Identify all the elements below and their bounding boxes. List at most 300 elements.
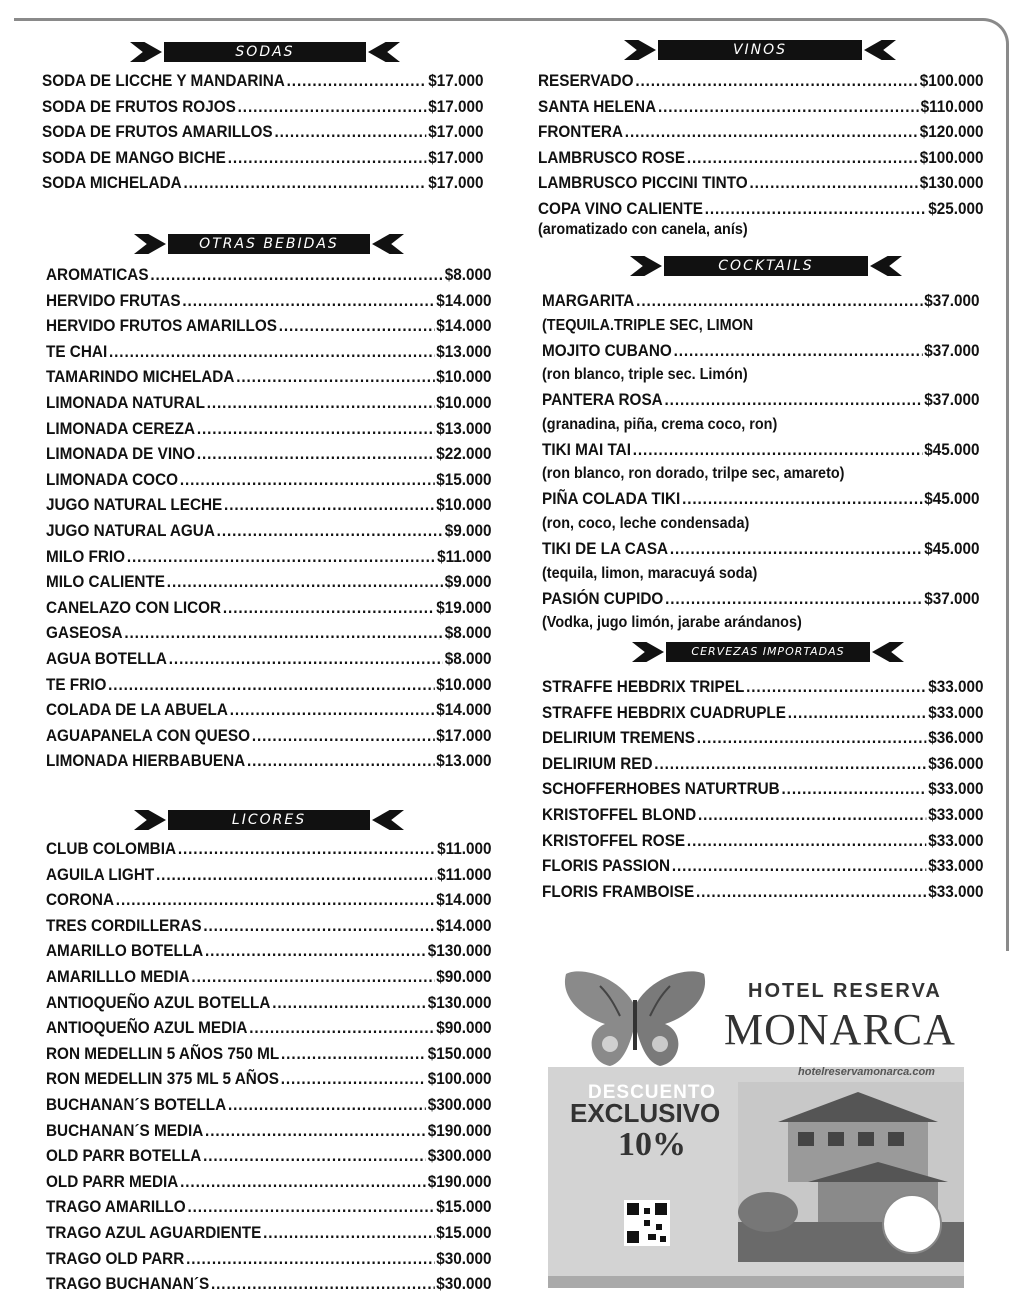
item-name: ANTIOQUEÑO AZUL MEDIA bbox=[46, 1018, 248, 1038]
item-price: $100.000 bbox=[919, 71, 984, 90]
menu-item bbox=[46, 1066, 492, 1092]
dot-leader bbox=[670, 536, 923, 562]
menu-item bbox=[46, 697, 492, 723]
item-name: SODA DE MANGO BICHE bbox=[42, 147, 226, 167]
menu-item bbox=[46, 836, 492, 862]
dot-leader bbox=[674, 338, 923, 364]
menu-item bbox=[542, 776, 984, 802]
dot-leader bbox=[287, 68, 427, 94]
dot-leader bbox=[782, 776, 927, 802]
item-price: $11.000 bbox=[437, 546, 492, 566]
item-price: $13.000 bbox=[436, 751, 492, 771]
item-name: PIÑA COLADA TIKI bbox=[542, 489, 681, 509]
dot-leader bbox=[252, 723, 435, 749]
ad-monarca: MONARCA bbox=[724, 1005, 956, 1054]
item-name: TRAGO OLD PARR bbox=[46, 1248, 185, 1268]
item-name: COLADA DE LA ABUELA bbox=[46, 700, 228, 720]
item-name: SODA DE LICCHE Y MANDARINA bbox=[42, 71, 285, 90]
dot-leader bbox=[187, 1194, 434, 1220]
dot-leader bbox=[698, 802, 927, 828]
menu-item bbox=[42, 145, 484, 171]
item-price: $45.000 bbox=[924, 439, 980, 459]
menu-item bbox=[46, 672, 492, 698]
qr-code-icon bbox=[624, 1200, 670, 1246]
item-name: AGUAPANELA CON QUESO bbox=[46, 725, 251, 745]
dot-leader bbox=[249, 1015, 434, 1041]
dot-leader bbox=[205, 1118, 426, 1144]
dot-leader bbox=[203, 913, 434, 939]
dot-leader bbox=[116, 887, 435, 913]
item-name: AGUILA LIGHT bbox=[46, 864, 155, 884]
dot-leader bbox=[150, 262, 443, 288]
item-price: $33.000 bbox=[928, 702, 984, 722]
dot-leader bbox=[672, 853, 927, 879]
ad-exclusivo: EXCLUSIVO bbox=[570, 1098, 721, 1128]
menu-item bbox=[542, 536, 980, 562]
item-name: LAMBRUSCO PICCINI TINTO bbox=[538, 173, 748, 193]
dot-leader bbox=[281, 1041, 426, 1067]
dot-leader bbox=[191, 964, 434, 990]
item-price: $37.000 bbox=[924, 291, 980, 310]
item-name: HERVIDO FRUTOS AMARILLOS bbox=[46, 316, 277, 336]
menu-item bbox=[542, 586, 980, 612]
dot-leader bbox=[247, 748, 434, 774]
dot-leader bbox=[108, 672, 434, 698]
cervezas-list bbox=[542, 674, 984, 904]
section-title: VINOS bbox=[658, 40, 862, 60]
item-name: SODA DE FRUTOS AMARILLOS bbox=[42, 122, 273, 142]
item-price: $8.000 bbox=[444, 265, 492, 284]
menu-item bbox=[46, 339, 492, 365]
otras-bebidas-list bbox=[46, 262, 492, 774]
menu-item bbox=[46, 441, 492, 467]
item-price: $14.000 bbox=[436, 316, 492, 336]
vinos-list bbox=[538, 68, 984, 222]
item-price: $14.000 bbox=[436, 290, 492, 310]
item-name: SANTA HELENA bbox=[538, 96, 657, 116]
item-name: TRAGO AZUL AGUARDIENTE bbox=[46, 1222, 262, 1242]
item-name: STRAFFE HEBDRIX CUADRUPLE bbox=[542, 702, 786, 722]
item-name: DELIRIUM RED bbox=[542, 753, 653, 773]
item-price: $130.000 bbox=[919, 173, 984, 193]
dot-leader bbox=[169, 646, 443, 672]
item-name: JUGO NATURAL LECHE bbox=[46, 495, 223, 515]
dot-leader bbox=[263, 1220, 434, 1246]
menu-item bbox=[46, 518, 492, 544]
dot-leader bbox=[279, 313, 435, 339]
item-price: $15.000 bbox=[436, 1197, 492, 1217]
arrow-left-icon bbox=[872, 642, 904, 662]
hotel-advertisement bbox=[548, 962, 964, 1288]
item-name: JUGO NATURAL AGUA bbox=[46, 520, 215, 540]
dot-leader bbox=[635, 68, 918, 94]
item-price: $190.000 bbox=[427, 1171, 492, 1191]
item-price: $11.000 bbox=[437, 839, 492, 858]
menu-item bbox=[46, 964, 492, 990]
item-name: BUCHANAN´S MEDIA bbox=[46, 1120, 204, 1140]
dot-leader bbox=[274, 119, 426, 145]
dot-leader bbox=[687, 145, 918, 171]
section-header-sodas bbox=[130, 42, 400, 62]
arrow-left-icon bbox=[372, 810, 404, 830]
menu-item bbox=[538, 94, 984, 120]
dot-leader bbox=[109, 339, 434, 365]
item-name: PANTERA ROSA bbox=[542, 390, 663, 410]
menu-item bbox=[46, 1041, 492, 1067]
item-price: $17.000 bbox=[428, 122, 484, 142]
menu-item bbox=[46, 1246, 492, 1272]
menu-item bbox=[542, 828, 984, 854]
menu-item bbox=[538, 119, 984, 145]
menu-item bbox=[542, 387, 980, 413]
arrow-right-icon bbox=[134, 234, 166, 254]
item-price: $10.000 bbox=[436, 674, 492, 694]
item-name: ANTIOQUEÑO AZUL BOTELLA bbox=[46, 992, 271, 1012]
item-price: $22.000 bbox=[436, 444, 492, 464]
item-price: $33.000 bbox=[928, 677, 984, 696]
arrow-right-icon bbox=[624, 40, 656, 60]
item-name: AGUA BOTELLA bbox=[46, 648, 167, 668]
dot-leader bbox=[636, 288, 922, 314]
item-price: $17.000 bbox=[428, 71, 484, 90]
item-name: TE FRIO bbox=[46, 674, 107, 694]
menu-item bbox=[46, 1194, 492, 1220]
item-price: $90.000 bbox=[436, 1018, 492, 1038]
menu-item bbox=[46, 646, 492, 672]
item-name: FLORIS FRAMBOISE bbox=[542, 881, 695, 901]
item-price: $150.000 bbox=[427, 1043, 492, 1063]
item-price: $130.000 bbox=[427, 941, 492, 961]
arrow-left-icon bbox=[864, 40, 896, 60]
dot-leader bbox=[697, 725, 927, 751]
dot-leader bbox=[186, 1246, 434, 1272]
item-price: $17.000 bbox=[428, 96, 484, 116]
item-name: BUCHANAN´S BOTELLA bbox=[46, 1094, 227, 1114]
item-name: SCHOFFERHOBES NATURTRUB bbox=[542, 779, 780, 799]
item-description: (tequila, limon, maracuyá soda) bbox=[542, 564, 758, 582]
dot-leader bbox=[127, 544, 435, 570]
monarca-seal-icon bbox=[882, 1194, 942, 1254]
menu-item bbox=[46, 748, 492, 774]
item-name: RON MEDELLIN 375 ML 5 AÑOS bbox=[46, 1069, 279, 1089]
section-header-otras-bebidas bbox=[134, 234, 404, 254]
item-name: SODA DE FRUTOS ROJOS bbox=[42, 96, 236, 116]
menu-item bbox=[46, 1015, 492, 1041]
menu-item bbox=[46, 1271, 492, 1297]
section-title: OTRAS BEBIDAS bbox=[168, 234, 370, 254]
dot-leader bbox=[197, 416, 435, 442]
menu-item bbox=[46, 620, 492, 646]
item-price: $37.000 bbox=[924, 390, 980, 410]
dot-leader bbox=[281, 1066, 426, 1092]
dot-leader bbox=[180, 1169, 426, 1195]
item-price: $33.000 bbox=[928, 881, 984, 901]
dot-leader bbox=[124, 620, 443, 646]
menu-item bbox=[542, 725, 984, 751]
item-name: TIKI DE LA CASA bbox=[542, 538, 669, 558]
item-description: (Vodka, jugo limón, jarabe arándanos) bbox=[542, 614, 802, 632]
item-name: TRAGO AMARILLO bbox=[46, 1197, 186, 1217]
item-name: KRISTOFFEL ROSE bbox=[542, 830, 686, 850]
menu-item bbox=[46, 544, 492, 570]
item-price: $300.000 bbox=[427, 1094, 492, 1114]
item-name: AMARILLLO MEDIA bbox=[46, 966, 190, 986]
item-price: $14.000 bbox=[436, 915, 492, 935]
arrow-left-icon bbox=[372, 234, 404, 254]
dot-leader bbox=[654, 751, 926, 777]
item-name: FRONTERA bbox=[538, 122, 624, 142]
item-price: $11.000 bbox=[437, 864, 492, 884]
menu-item bbox=[42, 94, 484, 120]
item-name: TRES CORDILLERAS bbox=[46, 915, 202, 935]
menu-item bbox=[46, 313, 492, 339]
item-price: $10.000 bbox=[436, 392, 492, 412]
dot-leader bbox=[633, 437, 923, 463]
item-price: $10.000 bbox=[436, 367, 492, 387]
item-name: OLD PARR BOTELLA bbox=[46, 1146, 202, 1166]
item-name: RON MEDELLIN 5 AÑOS 750 ML bbox=[46, 1043, 280, 1063]
section-title: COCKTAILS bbox=[664, 256, 868, 276]
item-description: (ron, coco, leche condensada) bbox=[542, 514, 750, 532]
item-price: $14.000 bbox=[436, 700, 492, 720]
dot-leader bbox=[197, 441, 435, 467]
menu-item bbox=[542, 674, 984, 700]
item-name: LIMONADA COCO bbox=[46, 469, 179, 489]
dot-leader bbox=[687, 828, 927, 854]
menu-item bbox=[42, 170, 484, 196]
menu-item bbox=[542, 486, 980, 512]
menu-item bbox=[46, 723, 492, 749]
item-name: CORONA bbox=[46, 890, 115, 910]
cocktails-list bbox=[542, 288, 980, 635]
item-name: FLORIS PASSION bbox=[542, 856, 671, 876]
menu-item bbox=[42, 119, 484, 145]
item-name: KRISTOFFEL BLOND bbox=[542, 804, 697, 824]
dot-leader bbox=[625, 119, 918, 145]
menu-item bbox=[46, 467, 492, 493]
item-price: $17.000 bbox=[428, 173, 484, 193]
item-name: LIMONADA NATURAL bbox=[46, 392, 205, 412]
dot-leader bbox=[183, 170, 426, 196]
section-header-licores bbox=[134, 810, 404, 830]
section-title: LICORES bbox=[168, 810, 370, 830]
item-name: TAMARINDO MICHELADA bbox=[46, 367, 235, 387]
item-price: $100.000 bbox=[919, 147, 984, 167]
section-title: CERVEZAS IMPORTADAS bbox=[666, 642, 870, 662]
item-name: STRAFFE HEBDRIX TRIPEL bbox=[542, 677, 745, 696]
item-name: PASIÓN CUPIDO bbox=[542, 588, 664, 608]
ad-descuento: DESCUENTO bbox=[588, 1082, 716, 1103]
ad-url: hotelreservamonarca.com bbox=[798, 1066, 935, 1078]
menu-item bbox=[46, 938, 492, 964]
menu-item bbox=[46, 1143, 492, 1169]
ad-footer-bar bbox=[548, 1276, 964, 1288]
dot-leader bbox=[203, 1143, 426, 1169]
item-price: $25.000 bbox=[928, 198, 984, 218]
dot-leader bbox=[746, 674, 926, 700]
dot-leader bbox=[665, 387, 923, 413]
menu-item bbox=[46, 416, 492, 442]
item-price: $90.000 bbox=[436, 966, 492, 986]
item-name: SODA MICHELADA bbox=[42, 173, 182, 193]
menu-item bbox=[46, 862, 492, 888]
menu-item bbox=[46, 569, 492, 595]
item-name: GASEOSA bbox=[46, 623, 123, 643]
item-price: $33.000 bbox=[928, 804, 984, 824]
item-price: $14.000 bbox=[436, 890, 492, 910]
item-price: $33.000 bbox=[928, 830, 984, 850]
item-price: $9.000 bbox=[444, 520, 492, 540]
ad-hotel-reserva: HOTEL RESERVA bbox=[748, 980, 942, 1002]
dot-leader bbox=[205, 938, 426, 964]
menu-item bbox=[46, 1118, 492, 1144]
item-name: HERVIDO FRUTAS bbox=[46, 290, 181, 310]
menu-item bbox=[46, 288, 492, 314]
dot-leader bbox=[236, 364, 434, 390]
dot-leader bbox=[223, 595, 435, 621]
arrow-left-icon bbox=[870, 256, 902, 276]
item-name: LAMBRUSCO ROSE bbox=[538, 147, 686, 167]
sodas-list bbox=[42, 68, 484, 196]
menu-item bbox=[542, 751, 984, 777]
item-price: $15.000 bbox=[436, 1222, 492, 1242]
licores-list bbox=[46, 836, 492, 1297]
item-name: TRAGO BUCHANAN´S bbox=[46, 1274, 210, 1294]
item-name: MILO FRIO bbox=[46, 546, 126, 566]
item-price: $30.000 bbox=[436, 1274, 492, 1294]
menu-item bbox=[538, 145, 984, 171]
section-header-cervezas bbox=[632, 642, 904, 662]
item-name: COPA VINO CALIENTE bbox=[538, 198, 703, 218]
menu-item bbox=[46, 492, 492, 518]
menu-item bbox=[542, 879, 984, 905]
item-price: $120.000 bbox=[919, 122, 984, 142]
item-price: $17.000 bbox=[436, 725, 492, 745]
dot-leader bbox=[156, 862, 435, 888]
item-name: RESERVADO bbox=[538, 71, 634, 90]
item-name: LIMONADA HIERBABUENA bbox=[46, 751, 246, 771]
dot-leader bbox=[228, 1092, 426, 1118]
item-price: $100.000 bbox=[427, 1069, 492, 1089]
item-name: TIKI MAI TAI bbox=[542, 439, 631, 459]
item-price: $30.000 bbox=[436, 1248, 492, 1268]
item-name: DELIRIUM TREMENS bbox=[542, 728, 695, 748]
menu-item bbox=[46, 364, 492, 390]
dot-leader bbox=[211, 1271, 434, 1297]
item-price: $13.000 bbox=[436, 341, 492, 361]
dot-leader bbox=[658, 94, 919, 120]
menu-item bbox=[46, 390, 492, 416]
menu-item bbox=[538, 170, 984, 196]
item-name: OLD PARR MEDIA bbox=[46, 1171, 179, 1191]
menu-item bbox=[542, 288, 980, 314]
section-header-vinos bbox=[624, 40, 896, 60]
item-price: $45.000 bbox=[924, 489, 980, 509]
dot-leader bbox=[749, 170, 917, 196]
item-price: $300.000 bbox=[427, 1146, 492, 1166]
item-name: MOJITO CUBANO bbox=[542, 340, 672, 360]
item-price: $36.000 bbox=[928, 753, 984, 773]
item-price: $8.000 bbox=[444, 648, 492, 668]
arrow-left-icon bbox=[368, 42, 400, 62]
item-price: $33.000 bbox=[928, 779, 984, 799]
dot-leader bbox=[665, 586, 922, 612]
item-description: (ron blanco, triple sec. Limón) bbox=[542, 366, 748, 384]
menu-item bbox=[46, 1169, 492, 1195]
item-price: $110.000 bbox=[920, 96, 984, 116]
item-price: $36.000 bbox=[928, 728, 984, 748]
dot-leader bbox=[207, 390, 435, 416]
ad-percentage: 10% bbox=[618, 1126, 686, 1163]
item-name: TE CHAI bbox=[46, 341, 108, 361]
section-title: SODAS bbox=[164, 42, 366, 62]
dot-leader bbox=[272, 990, 426, 1016]
item-price: $37.000 bbox=[924, 340, 980, 360]
item-price: $9.000 bbox=[444, 572, 492, 592]
dot-leader bbox=[230, 697, 435, 723]
butterfly-icon bbox=[560, 966, 710, 1072]
menu-item bbox=[542, 700, 984, 726]
menu-item bbox=[538, 68, 984, 94]
item-price: $10.000 bbox=[436, 495, 492, 515]
dot-leader bbox=[217, 518, 443, 544]
menu-item bbox=[46, 887, 492, 913]
dot-leader bbox=[178, 836, 435, 862]
menu-item bbox=[46, 1220, 492, 1246]
item-price: $37.000 bbox=[924, 588, 980, 608]
dot-leader bbox=[238, 94, 427, 120]
menu-item bbox=[542, 437, 980, 463]
item-price: $19.000 bbox=[436, 597, 492, 617]
menu-item bbox=[46, 913, 492, 939]
dot-leader bbox=[696, 879, 926, 905]
arrow-right-icon bbox=[134, 810, 166, 830]
dot-leader bbox=[224, 492, 434, 518]
vinos-note: (aromatizado con canela, anís) bbox=[538, 221, 748, 238]
item-name: AMARILLO BOTELLA bbox=[46, 941, 204, 961]
dot-leader bbox=[228, 145, 427, 171]
item-price: $17.000 bbox=[428, 147, 484, 167]
dot-leader bbox=[180, 467, 435, 493]
menu-item bbox=[542, 853, 984, 879]
item-price: $130.000 bbox=[427, 992, 492, 1012]
item-name: MILO CALIENTE bbox=[46, 572, 165, 592]
dot-leader bbox=[682, 486, 922, 512]
arrow-right-icon bbox=[130, 42, 162, 62]
arrow-right-icon bbox=[632, 642, 664, 662]
menu-item bbox=[42, 68, 484, 94]
dot-leader bbox=[167, 569, 443, 595]
item-name: CLUB COLOMBIA bbox=[46, 839, 177, 858]
item-name: AROMATICAS bbox=[46, 265, 149, 284]
arrow-right-icon bbox=[630, 256, 662, 276]
item-price: $15.000 bbox=[436, 469, 492, 489]
dot-leader bbox=[182, 288, 434, 314]
menu-item bbox=[46, 1092, 492, 1118]
item-description: (granadina, piña, crema coco, ron) bbox=[542, 415, 778, 433]
item-price: $190.000 bbox=[427, 1120, 492, 1140]
item-name: MARGARITA bbox=[542, 291, 635, 310]
item-price: $13.000 bbox=[436, 418, 492, 438]
item-description: (TEQUILA.TRIPLE SEC, LIMON bbox=[542, 316, 754, 334]
item-description: (ron blanco, ron dorado, trilpe sec, amareto) bbox=[542, 465, 845, 483]
item-price: $33.000 bbox=[928, 856, 984, 876]
dot-leader bbox=[788, 700, 927, 726]
item-price: $45.000 bbox=[924, 538, 980, 558]
item-name: CANELAZO CON LICOR bbox=[46, 597, 222, 617]
menu-item bbox=[46, 990, 492, 1016]
item-name: LIMONADA DE VINO bbox=[46, 444, 196, 464]
